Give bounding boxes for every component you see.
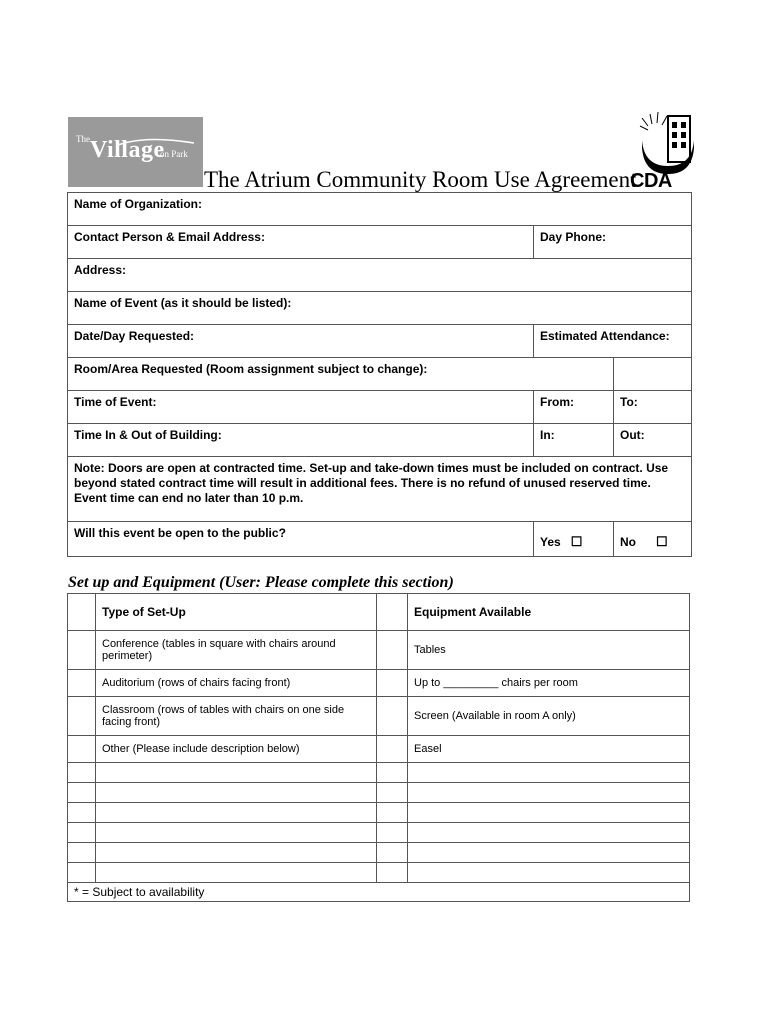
table-row[interactable] [68, 803, 690, 823]
no-checkbox[interactable]: ☐ [656, 534, 668, 549]
contact-label: Contact Person & Email Address: [74, 230, 265, 244]
setup-equipment-table [67, 593, 690, 902]
note-cell [68, 457, 692, 522]
table-row[interactable] [68, 863, 690, 883]
checkbox-column-header [68, 594, 96, 631]
room-requested-extra[interactable] [614, 358, 692, 391]
equipment-check-cell[interactable] [377, 697, 408, 736]
type-setup-header: Type of Set-Up [96, 594, 377, 631]
setup-type-cell: Other (Please include description below) [96, 736, 377, 763]
row-check-cell[interactable] [68, 631, 96, 670]
day-phone-label: Day Phone: [540, 230, 607, 244]
in-field[interactable] [534, 424, 614, 457]
equipment-check-cell[interactable] [377, 736, 408, 763]
from-field[interactable] [534, 391, 614, 424]
yes-label: Yes [540, 535, 561, 549]
equipment-check-column-header [377, 594, 408, 631]
organization-label: Name of Organization: [74, 197, 203, 211]
setup-section-title: Set up and Equipment (User: Please complete this section) [68, 574, 454, 591]
setup-type-cell: Conference (tables in square with chairs around perimeter) [96, 631, 377, 670]
equipment-cell: Easel [408, 736, 690, 763]
equipment-check-cell[interactable] [377, 631, 408, 670]
attendance-field[interactable] [534, 325, 692, 358]
time-of-event-field[interactable] [68, 391, 534, 424]
yes-checkbox[interactable]: ☐ [570, 534, 583, 549]
address-field[interactable] [68, 259, 692, 292]
date-requested-field[interactable] [68, 325, 534, 358]
from-label: From: [540, 395, 574, 409]
open-public-label: Will this event be open to the public? [74, 526, 286, 540]
table-row[interactable] [68, 783, 690, 803]
logo-the-text: The [76, 134, 90, 144]
to-field[interactable] [614, 391, 692, 424]
to-label: To: [620, 395, 638, 409]
equipment-header: Equipment Available [408, 594, 690, 631]
row-check-cell[interactable] [68, 670, 96, 697]
yes-option[interactable] [534, 522, 614, 557]
table-row [68, 670, 690, 697]
page-title: The Atrium Community Room Use Agreement [204, 167, 637, 192]
table-row[interactable] [68, 823, 690, 843]
in-label: In: [540, 428, 555, 442]
village-on-park-logo [68, 117, 203, 187]
out-field[interactable] [614, 424, 692, 457]
availability-footnote: * = Subject to availability [68, 883, 690, 902]
note-text: Note: Doors are open at contracted time. Set-up and take-down times must be included on contract. Use beyond stated contract time will result in additional fees. There is no refund of unused reserved time. Event time can end no later than 10 p.m. [74, 461, 669, 505]
setup-type-cell: Auditorium (rows of chairs facing front) [96, 670, 377, 697]
row-check-cell[interactable] [68, 697, 96, 736]
logo-on-park-text: on Park [160, 149, 188, 159]
address-label: Address: [74, 263, 127, 277]
time-in-out-field[interactable] [68, 424, 534, 457]
out-label: Out: [620, 428, 645, 442]
cda-logo-text: CDA [630, 170, 672, 192]
table-row [68, 631, 690, 670]
attendance-label: Estimated Attendance: [540, 329, 670, 343]
time-in-out-label: Time In & Out of Building: [74, 428, 222, 442]
logo-village-text: Village [90, 137, 165, 163]
equipment-cell: Screen (Available in room A only) [408, 697, 690, 736]
table-row[interactable] [68, 763, 690, 783]
day-phone-field[interactable] [534, 226, 692, 259]
no-label: No [620, 535, 636, 549]
row-check-cell[interactable] [68, 736, 96, 763]
room-requested-label: Room/Area Requested (Room assignment subject to change): [74, 362, 428, 376]
table-row [68, 697, 690, 736]
contact-field[interactable] [68, 226, 534, 259]
open-public-question [68, 522, 534, 557]
event-name-label: Name of Event (as it should be listed): [74, 296, 292, 310]
setup-type-cell: Classroom (rows of tables with chairs on one side facing front) [96, 697, 377, 736]
time-of-event-label: Time of Event: [74, 395, 157, 409]
equipment-check-cell[interactable] [377, 670, 408, 697]
organization-field[interactable] [68, 193, 692, 226]
room-requested-field[interactable] [68, 358, 614, 391]
equipment-cell: Up to _________ chairs per room [408, 670, 690, 697]
table-row [68, 736, 690, 763]
no-option[interactable] [614, 522, 692, 557]
logo-swoosh-icon [116, 135, 196, 149]
room-use-form [67, 192, 692, 557]
event-name-field[interactable] [68, 292, 692, 325]
equipment-cell: Tables [408, 631, 690, 670]
table-row[interactable] [68, 843, 690, 863]
date-requested-label: Date/Day Requested: [74, 329, 195, 343]
